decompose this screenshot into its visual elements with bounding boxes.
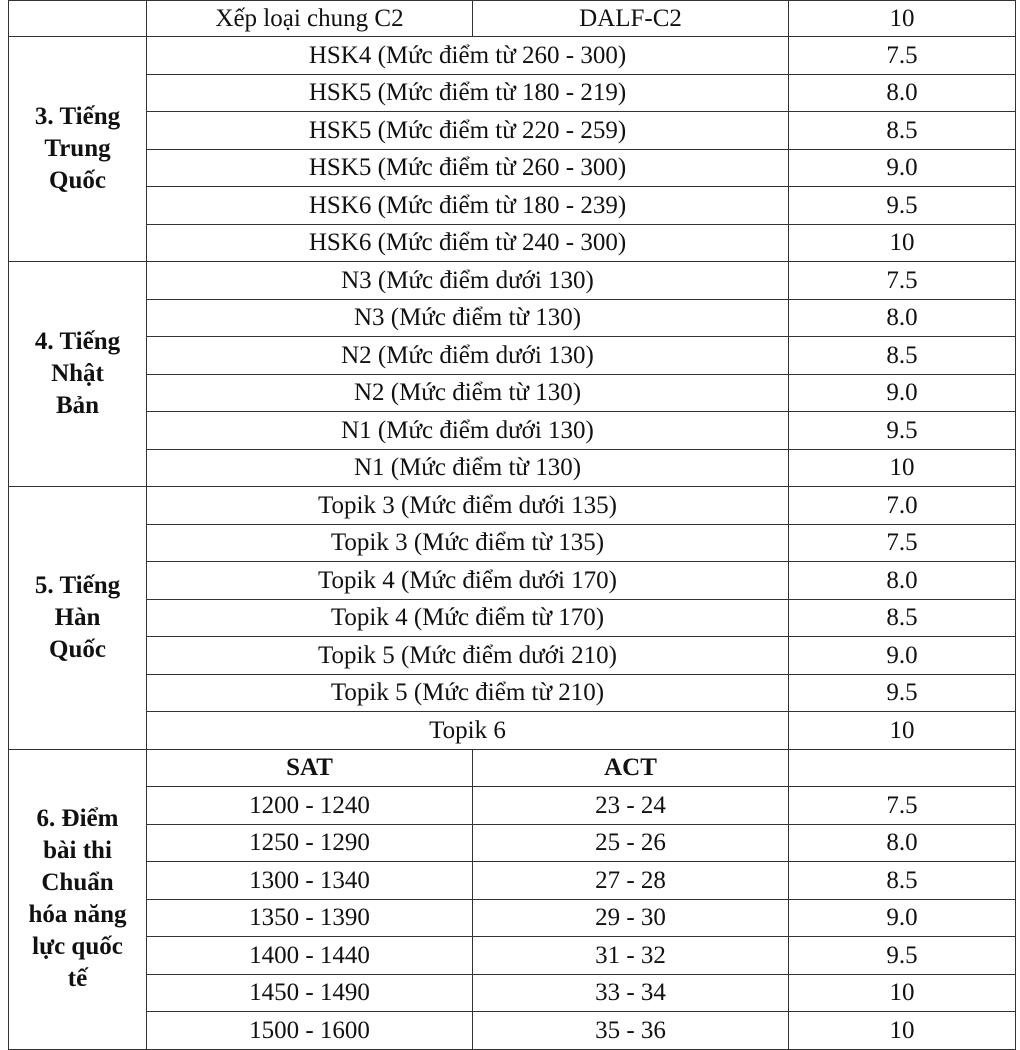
table-row	[9, 187, 1016, 225]
group-line: 6. Điểm	[36, 805, 119, 832]
level-cell: Topik 5 (Mức điểm từ 210)	[147, 674, 789, 712]
level-cell: N1 (Mức điểm dưới 130)	[147, 412, 789, 450]
table-row	[9, 637, 1016, 675]
table-row	[9, 787, 1016, 825]
group-line: tế	[67, 965, 88, 992]
score-cell: 8.0	[789, 74, 1016, 112]
score-cell: 8.5	[789, 337, 1016, 375]
level-cell: Topik 3 (Mức điểm dưới 135)	[147, 487, 789, 525]
level-cell: Topik 4 (Mức điểm dưới 170)	[147, 562, 789, 600]
group-line: bài thi	[43, 837, 112, 864]
level-cell: N3 (Mức điểm từ 130)	[147, 299, 789, 337]
sat-cell: 1300 - 1340	[147, 862, 473, 900]
score-header	[789, 749, 1016, 787]
group-line: 4. Tiếng	[34, 328, 121, 355]
level-cell: Topik 5 (Mức điểm dưới 210)	[147, 637, 789, 675]
score-cell: 7.0	[789, 487, 1016, 525]
level-cell: N2 (Mức điểm từ 130)	[147, 374, 789, 412]
act-cell: 25 - 26	[473, 824, 789, 862]
score-cell: 7.5	[789, 37, 1016, 75]
table-row	[9, 1, 1016, 37]
exam-cell: DALF-C2	[473, 1, 789, 37]
table-row	[9, 412, 1016, 450]
score-cell: 9.5	[789, 674, 1016, 712]
score-cell: 7.5	[789, 262, 1016, 300]
group-line: hóa năng	[28, 901, 127, 928]
sat-cell: 1250 - 1290	[147, 824, 473, 862]
table-row	[9, 374, 1016, 412]
sat-cell: 1200 - 1240	[147, 787, 473, 825]
table-header-row	[9, 749, 1016, 787]
score-cell: 8.0	[789, 299, 1016, 337]
act-cell: 35 - 36	[473, 1012, 789, 1050]
score-cell: 8.5	[789, 862, 1016, 900]
act-cell: 29 - 30	[473, 899, 789, 937]
score-cell: 10	[789, 1, 1016, 37]
table-row	[9, 862, 1016, 900]
act-cell: 33 - 34	[473, 974, 789, 1012]
act-cell: 23 - 24	[473, 787, 789, 825]
group-line: Quốc	[49, 167, 106, 194]
table-row	[9, 112, 1016, 150]
group-line: Nhật	[51, 360, 104, 387]
table-row	[9, 224, 1016, 262]
group-line: Chuẩn	[41, 869, 114, 896]
score-cell: 10	[789, 974, 1016, 1012]
table-row	[9, 824, 1016, 862]
level-cell: HSK4 (Mức điểm từ 260 - 300)	[147, 37, 789, 75]
level-cell: HSK5 (Mức điểm từ 260 - 300)	[147, 149, 789, 187]
group-chinese	[9, 37, 147, 262]
group-japanese	[9, 262, 147, 487]
score-cell: 10	[789, 449, 1016, 487]
score-cell: 9.5	[789, 937, 1016, 975]
group-line: lực quốc	[32, 933, 123, 960]
level-cell: Topik 6	[147, 712, 789, 750]
table-row	[9, 674, 1016, 712]
score-cell: 7.5	[789, 524, 1016, 562]
score-cell: 9.5	[789, 187, 1016, 225]
group-line: Quốc	[49, 635, 106, 663]
group-line: 3. Tiếng	[34, 103, 121, 130]
table-row	[9, 937, 1016, 975]
score-cell: 8.5	[789, 112, 1016, 150]
level-cell: N1 (Mức điểm từ 130)	[147, 449, 789, 487]
act-cell: 31 - 32	[473, 937, 789, 975]
level-cell: HSK6 (Mức điểm từ 180 - 239)	[147, 187, 789, 225]
table-row	[9, 974, 1016, 1012]
level-cell: HSK6 (Mức điểm từ 240 - 300)	[147, 224, 789, 262]
table-row	[9, 262, 1016, 300]
level-cell: N2 (Mức điểm dưới 130)	[147, 337, 789, 375]
score-cell: 9.5	[789, 412, 1016, 450]
table-row	[9, 524, 1016, 562]
table-row	[9, 599, 1016, 637]
level-cell: N3 (Mức điểm dưới 130)	[147, 262, 789, 300]
group-line: 5. Tiếng	[34, 571, 121, 599]
table-row	[9, 337, 1016, 375]
sat-cell: 1400 - 1440	[147, 937, 473, 975]
sat-cell: 1350 - 1390	[147, 899, 473, 937]
table-row	[9, 149, 1016, 187]
level-cell: Topik 3 (Mức điểm từ 135)	[147, 524, 789, 562]
level-cell: HSK5 (Mức điểm từ 180 - 219)	[147, 74, 789, 112]
group-line: Hàn	[54, 603, 101, 631]
group-line: Bản	[55, 392, 100, 419]
score-cell: 7.5	[789, 787, 1016, 825]
act-cell: 27 - 28	[473, 862, 789, 900]
sat-cell: 1500 - 1600	[147, 1012, 473, 1050]
score-cell: 8.0	[789, 824, 1016, 862]
sat-header: SAT	[147, 749, 473, 787]
level-cell: Xếp loại chung C2	[147, 1, 473, 37]
conversion-table	[8, 0, 1016, 1050]
table-row	[9, 899, 1016, 937]
table-row	[9, 37, 1016, 75]
table-row	[9, 449, 1016, 487]
group-line: Trung	[44, 135, 111, 162]
group-cell-empty	[9, 1, 147, 37]
score-cell: 9.0	[789, 637, 1016, 675]
group-standardized	[9, 749, 147, 1049]
score-cell: 10	[789, 1012, 1016, 1050]
score-cell: 9.0	[789, 149, 1016, 187]
score-cell: 9.0	[789, 899, 1016, 937]
table-row	[9, 712, 1016, 750]
level-cell: Topik 4 (Mức điểm từ 170)	[147, 599, 789, 637]
table-row	[9, 299, 1016, 337]
act-header: ACT	[473, 749, 789, 787]
score-cell: 8.5	[789, 599, 1016, 637]
table-row	[9, 562, 1016, 600]
table-row	[9, 74, 1016, 112]
score-cell: 8.0	[789, 562, 1016, 600]
table-row	[9, 487, 1016, 525]
score-cell: 10	[789, 224, 1016, 262]
level-cell: HSK5 (Mức điểm từ 220 - 259)	[147, 112, 789, 150]
score-cell: 10	[789, 712, 1016, 750]
score-cell: 9.0	[789, 374, 1016, 412]
sat-cell: 1450 - 1490	[147, 974, 473, 1012]
group-korean	[9, 487, 147, 750]
table-row	[9, 1012, 1016, 1050]
